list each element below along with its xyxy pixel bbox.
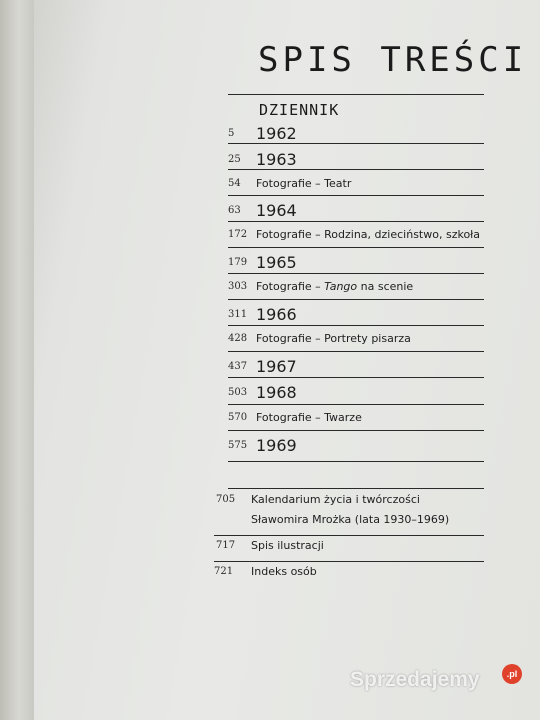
toc-rule — [228, 221, 484, 222]
toc-page-number: 54 — [228, 178, 241, 189]
toc-page-number: 179 — [228, 257, 248, 268]
toc-rule — [228, 169, 484, 170]
toc-rule — [228, 143, 484, 144]
toc-page-number: 437 — [228, 361, 248, 372]
toc-rule — [228, 299, 484, 300]
toc-rule — [228, 404, 484, 405]
toc-entry-title: Fotografie – Twarze — [256, 411, 362, 424]
toc-entry-title: 1966 — [256, 305, 297, 324]
back-matter-page-number: 721 — [214, 566, 234, 577]
toc-page-number: 311 — [228, 309, 248, 320]
toc-entry-title: Fotografie – Teatr — [256, 177, 352, 190]
toc-rule — [228, 195, 484, 196]
toc-rule — [228, 377, 484, 378]
toc-rule — [228, 461, 484, 462]
toc-entry-title: 1969 — [256, 436, 297, 455]
title-rule — [228, 94, 484, 95]
back-matter-title: Indeks osób — [251, 565, 317, 578]
toc-title-prefix: Fotografie – — [256, 280, 325, 293]
section-label-dziennik: DZIENNIK — [259, 101, 340, 119]
page-title: SPIS TREŚCI — [258, 40, 528, 80]
book-spine-edge — [0, 0, 34, 720]
back-matter-title: Spis ilustracji — [251, 539, 324, 552]
toc-rule — [228, 351, 484, 352]
toc-rule — [228, 247, 484, 248]
back-matter-page-number: 717 — [216, 540, 236, 551]
toc-page-number: 5 — [228, 128, 235, 139]
toc-rule — [228, 430, 484, 431]
toc-entry-title: 1965 — [256, 253, 297, 272]
toc-entry-title — [256, 280, 413, 293]
toc-title-suffix: na scenie — [357, 280, 414, 293]
toc-page-number: 25 — [228, 154, 241, 165]
watermark-badge: .pl — [502, 664, 522, 684]
toc-entry-title: 1963 — [256, 150, 297, 169]
toc-entry-title: 1964 — [256, 201, 297, 220]
back-matter-page-number: 705 — [216, 494, 236, 505]
toc-entry-title: 1967 — [256, 357, 297, 376]
toc-rule — [228, 488, 484, 489]
toc-entry-title: Fotografie – Portrety pisarza — [256, 332, 411, 345]
back-matter-title-line2: Sławomira Mrożka (lata 1930–1969) — [251, 513, 450, 526]
toc-rule — [228, 273, 484, 274]
toc-rule — [228, 325, 484, 326]
toc-entry-title: 1962 — [256, 124, 297, 143]
toc-page-number: 570 — [228, 412, 248, 423]
back-matter-title-line1: Kalendarium życia i twórczości — [251, 493, 420, 506]
toc-page-number: 303 — [228, 281, 248, 292]
toc-entry-title: 1968 — [256, 383, 297, 402]
watermark-logo: Sprzedajemy — [350, 668, 480, 691]
toc-page-number: 428 — [228, 333, 248, 344]
toc-entry-title: Fotografie – Rodzina, dzieciństwo, szkoła — [256, 228, 481, 241]
toc-title-italic: Tango — [324, 280, 358, 293]
toc-page-number: 172 — [228, 229, 248, 240]
toc-page-number: 575 — [228, 440, 248, 451]
toc-page-number: 63 — [228, 205, 241, 216]
toc-page-number: 503 — [228, 387, 248, 398]
